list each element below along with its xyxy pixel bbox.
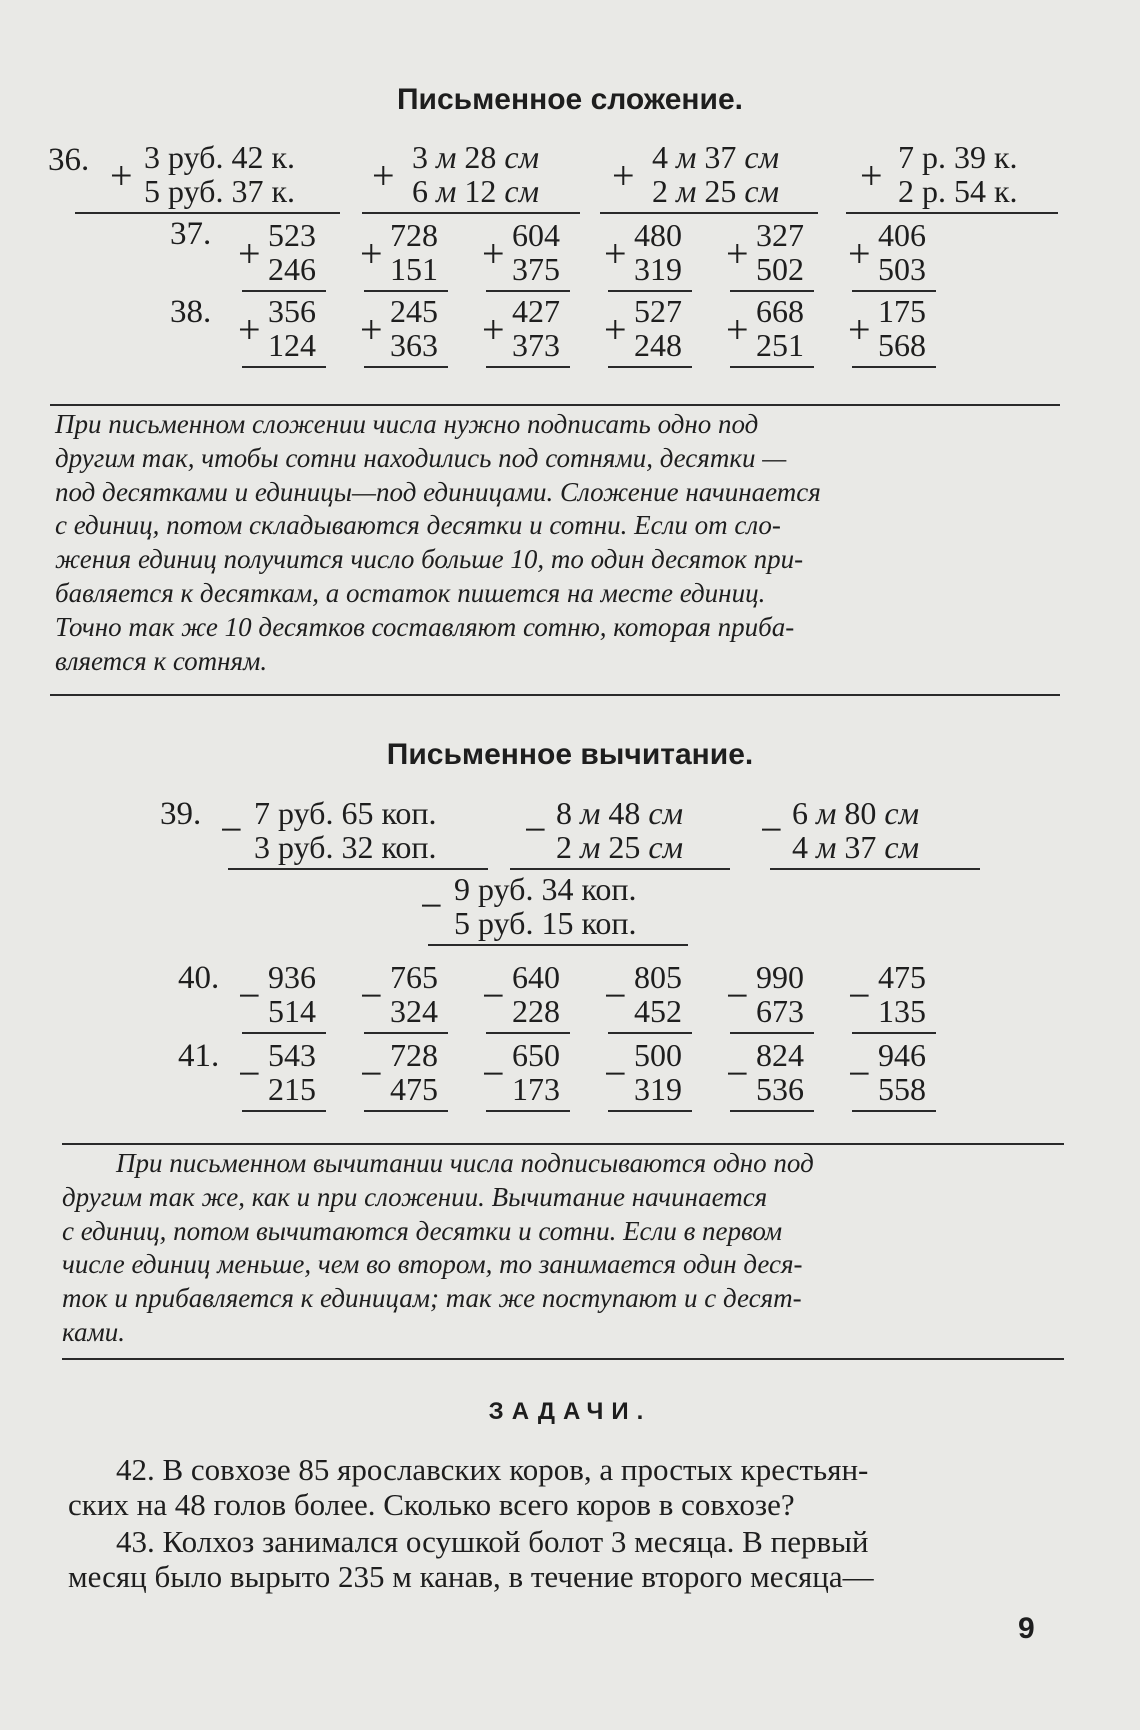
minuend: 8 м 48 см: [556, 795, 684, 831]
ex37-column: [238, 218, 338, 292]
top-number: 640: [512, 959, 560, 995]
plus-sign: +: [238, 231, 261, 276]
ex38-column: [726, 294, 826, 368]
ex40-column: [482, 960, 582, 1034]
addend-bottom: 2 р. 54 к.: [898, 173, 1018, 209]
top-number: 990: [756, 959, 804, 995]
result-line: [242, 1110, 326, 1112]
ex41-column: [360, 1038, 460, 1112]
result-line: [486, 366, 570, 368]
bottom-number: 503: [878, 251, 926, 287]
exercise-37-number: 37.: [170, 216, 212, 252]
ex36-item-1: [110, 140, 340, 210]
addend-top: 7 р. 39 к.: [898, 139, 1018, 175]
result-line: [364, 1032, 448, 1034]
rule-line: При письменном сложении числа нужно подписать одно под: [55, 409, 759, 439]
plus-sign: +: [604, 307, 627, 352]
ex38-column: [848, 294, 948, 368]
top-number: 668: [756, 293, 804, 329]
rule-line: вляется к сотням.: [55, 645, 268, 676]
bottom-number: 319: [634, 251, 682, 287]
bottom-number: 319: [634, 1071, 682, 1107]
top-number: 406: [878, 217, 926, 253]
minus-sign: −: [604, 1051, 627, 1096]
problem-42: [68, 1452, 1068, 1522]
minus-sign: −: [848, 1051, 871, 1096]
bottom-number: 248: [634, 327, 682, 363]
exercise-41-number: 41.: [178, 1038, 220, 1074]
problem-line: 42. В совхозе 85 ярославских коров, а простых крестьян-: [116, 1452, 869, 1487]
ex40-column: [238, 960, 338, 1034]
ex41-column: [482, 1038, 582, 1112]
minus-sign: −: [524, 807, 547, 852]
bottom-number: 373: [512, 327, 560, 363]
rule-line: ками.: [62, 1316, 125, 1347]
rule-line: жения единиц получится число больше 10, то один десяток при-: [55, 544, 804, 575]
bottom-number: 452: [634, 993, 682, 1029]
result-line: [364, 1110, 448, 1112]
subtrahend: 4 м 37 см: [792, 829, 920, 865]
rule-box-bottom-line: [62, 1358, 1064, 1360]
rule-box-bottom-line: [50, 694, 1060, 696]
bottom-number: 475: [390, 1071, 438, 1107]
bottom-number: 215: [268, 1071, 316, 1107]
result-line: [608, 290, 692, 292]
addition-rule-text: [55, 408, 1065, 678]
rule-line: с единиц, потом вычитаются десятки и сотни. Если в первом: [62, 1215, 783, 1246]
top-number: 245: [390, 293, 438, 329]
exercise-39-number: 39.: [160, 796, 202, 832]
top-number: 765: [390, 959, 438, 995]
ex36-sum-line-4: [846, 212, 1058, 214]
result-line: [852, 290, 936, 292]
ex41-column: [238, 1038, 338, 1112]
ex37-column: [726, 218, 826, 292]
plus-sign: +: [848, 231, 871, 276]
page-number: 9: [1018, 1612, 1035, 1645]
problems-heading: ЗАДАЧИ.: [488, 1398, 652, 1425]
rule-line: другим так же, как и при сложении. Вычитание начинается: [62, 1181, 768, 1212]
rule-line: бавляется к десяткам, а остаток пишется на месте единиц.: [55, 577, 766, 608]
ex40-column: [604, 960, 704, 1034]
top-number: 480: [634, 217, 682, 253]
result-line: [608, 366, 692, 368]
rule-line: Точно так же 10 десятков составляют сотню, которая приба-: [55, 611, 795, 642]
result-line: [852, 366, 936, 368]
rule-line: числе единиц меньше, чем во втором, то занимается один деся-: [62, 1249, 803, 1280]
minus-sign: −: [238, 1051, 261, 1096]
ex41-column: [726, 1038, 826, 1112]
ex40-column: [848, 960, 948, 1034]
minus-sign: −: [238, 973, 261, 1018]
result-line: [364, 290, 448, 292]
subtrahend: 5 руб. 15 коп.: [454, 905, 637, 941]
minus-sign: −: [848, 973, 871, 1018]
rule-line: под десятками и единицы—под единицами. Сложение начинается: [55, 476, 821, 507]
exercise-40-number: 40.: [178, 960, 220, 996]
subtraction-heading: Письменное вычитание.: [386, 738, 754, 771]
plus-sign: +: [482, 307, 505, 352]
rule-line: с единиц, потом складываются десятки и сотни. Если от сло-: [55, 510, 781, 541]
bottom-number: 246: [268, 251, 316, 287]
problem-line: ских на 48 голов более. Сколько всего коров в совхозе?: [68, 1487, 795, 1522]
plus-sign: +: [360, 307, 383, 352]
bottom-number: 251: [756, 327, 804, 363]
plus-sign: +: [110, 153, 133, 198]
addend-bottom: 5 руб. 37 к.: [144, 173, 295, 209]
top-number: 805: [634, 959, 682, 995]
ex40-column: [360, 960, 460, 1034]
bottom-number: 363: [390, 327, 438, 363]
plus-sign: +: [726, 231, 749, 276]
result-line: [852, 1110, 936, 1112]
bottom-number: 228: [512, 993, 560, 1029]
top-number: 728: [390, 1037, 438, 1073]
addend-top: 3 м 28 см: [412, 139, 540, 175]
plus-sign: +: [238, 307, 261, 352]
result-line: [730, 366, 814, 368]
bottom-number: 568: [878, 327, 926, 363]
problem-43: [68, 1524, 1068, 1594]
minus-sign: −: [420, 883, 443, 928]
plus-sign: +: [482, 231, 505, 276]
top-number: 946: [878, 1037, 926, 1073]
minuend: 9 руб. 34 коп.: [454, 871, 637, 907]
top-number: 523: [268, 217, 316, 253]
plus-sign: +: [604, 231, 627, 276]
rule-line: При письменном вычитании числа подписываются одно под: [116, 1148, 814, 1178]
ex36-sum-line-1: [75, 212, 340, 214]
rule-box-top-line: [50, 404, 1060, 406]
ex37-column: [848, 218, 948, 292]
top-number: 728: [390, 217, 438, 253]
bottom-number: 173: [512, 1071, 560, 1107]
ex37-column: [482, 218, 582, 292]
ex39-difference-line-3: [770, 868, 980, 870]
bottom-number: 135: [878, 993, 926, 1029]
ex39-item-3: [760, 796, 980, 866]
minus-sign: −: [360, 1051, 383, 1096]
addend-bottom: 6 м 12 см: [412, 173, 540, 209]
addend-bottom: 2 м 25 см: [652, 173, 780, 209]
result-line: [486, 1032, 570, 1034]
rule-line: ток и прибавляется к единицам; так же поступают и с десят-: [62, 1283, 802, 1314]
ex37-column: [604, 218, 704, 292]
top-number: 543: [268, 1037, 316, 1073]
ex39-item-1: [220, 796, 490, 866]
top-number: 327: [756, 217, 804, 253]
result-line: [730, 1032, 814, 1034]
result-line: [852, 1032, 936, 1034]
rule-box-top-line: [62, 1143, 1064, 1145]
addend-top: 4 м 37 см: [652, 139, 780, 175]
plus-sign: +: [372, 153, 395, 198]
ex38-column: [604, 294, 704, 368]
ex38-column: [482, 294, 582, 368]
ex41-column: [848, 1038, 948, 1112]
ex37-column: [360, 218, 460, 292]
result-line: [242, 290, 326, 292]
plus-sign: +: [860, 153, 883, 198]
bottom-number: 502: [756, 251, 804, 287]
subtrahend: 3 руб. 32 коп.: [254, 829, 437, 865]
ex38-column: [238, 294, 338, 368]
result-line: [364, 366, 448, 368]
ex39-item-2: [524, 796, 744, 866]
minus-sign: −: [482, 973, 505, 1018]
ex36-sum-line-3: [600, 212, 818, 214]
ex40-column: [726, 960, 826, 1034]
ex39-difference-line-2: [510, 868, 730, 870]
result-line: [730, 1110, 814, 1112]
plus-sign: +: [726, 307, 749, 352]
top-number: 650: [512, 1037, 560, 1073]
subtrahend: 2 м 25 см: [556, 829, 684, 865]
result-line: [486, 1110, 570, 1112]
ex39-item-4: [420, 872, 690, 942]
subtraction-rule-text: [62, 1147, 1072, 1350]
rule-line: другим так, чтобы сотни находились под сотнями, десятки —: [55, 442, 787, 473]
bottom-number: 151: [390, 251, 438, 287]
top-number: 356: [268, 293, 316, 329]
result-line: [608, 1110, 692, 1112]
top-number: 427: [512, 293, 560, 329]
plus-sign: +: [848, 307, 871, 352]
ex38-column: [360, 294, 460, 368]
result-line: [242, 1032, 326, 1034]
bottom-number: 536: [756, 1071, 804, 1107]
minus-sign: −: [482, 1051, 505, 1096]
problem-line: 43. Колхоз занимался осушкой болот 3 месяца. В первый: [116, 1524, 869, 1559]
bottom-number: 124: [268, 327, 316, 363]
addition-heading: Письменное сложение.: [396, 83, 743, 116]
top-number: 527: [634, 293, 682, 329]
exercise-36-number: 36.: [48, 142, 90, 178]
minus-sign: −: [220, 807, 243, 852]
result-line: [730, 290, 814, 292]
top-number: 475: [878, 959, 926, 995]
ex36-item-3: [612, 140, 842, 210]
minuend: 6 м 80 см: [792, 795, 920, 831]
minus-sign: −: [360, 973, 383, 1018]
minus-sign: −: [760, 807, 783, 852]
exercise-38-number: 38.: [170, 294, 212, 330]
minus-sign: −: [726, 1051, 749, 1096]
ex36-sum-line-2: [362, 212, 580, 214]
addend-top: 3 руб. 42 к.: [144, 139, 295, 175]
ex39-difference-line-1: [228, 868, 488, 870]
ex41-column: [604, 1038, 704, 1112]
top-number: 500: [634, 1037, 682, 1073]
ex36-item-2: [372, 140, 602, 210]
result-line: [608, 1032, 692, 1034]
result-line: [242, 366, 326, 368]
minus-sign: −: [604, 973, 627, 1018]
top-number: 175: [878, 293, 926, 329]
bottom-number: 324: [390, 993, 438, 1029]
plus-sign: +: [612, 153, 635, 198]
top-number: 824: [756, 1037, 804, 1073]
bottom-number: 558: [878, 1071, 926, 1107]
result-line: [486, 290, 570, 292]
minuend: 7 руб. 65 коп.: [254, 795, 437, 831]
top-number: 604: [512, 217, 560, 253]
minus-sign: −: [726, 973, 749, 1018]
plus-sign: +: [360, 231, 383, 276]
ex36-item-4: [860, 140, 1060, 210]
bottom-number: 673: [756, 993, 804, 1029]
problem-line: месяц было вырыто 235 м канав, в течение второго месяца—: [68, 1559, 874, 1594]
bottom-number: 375: [512, 251, 560, 287]
top-number: 936: [268, 959, 316, 995]
ex39-difference-line-4: [428, 944, 688, 946]
bottom-number: 514: [268, 993, 316, 1029]
